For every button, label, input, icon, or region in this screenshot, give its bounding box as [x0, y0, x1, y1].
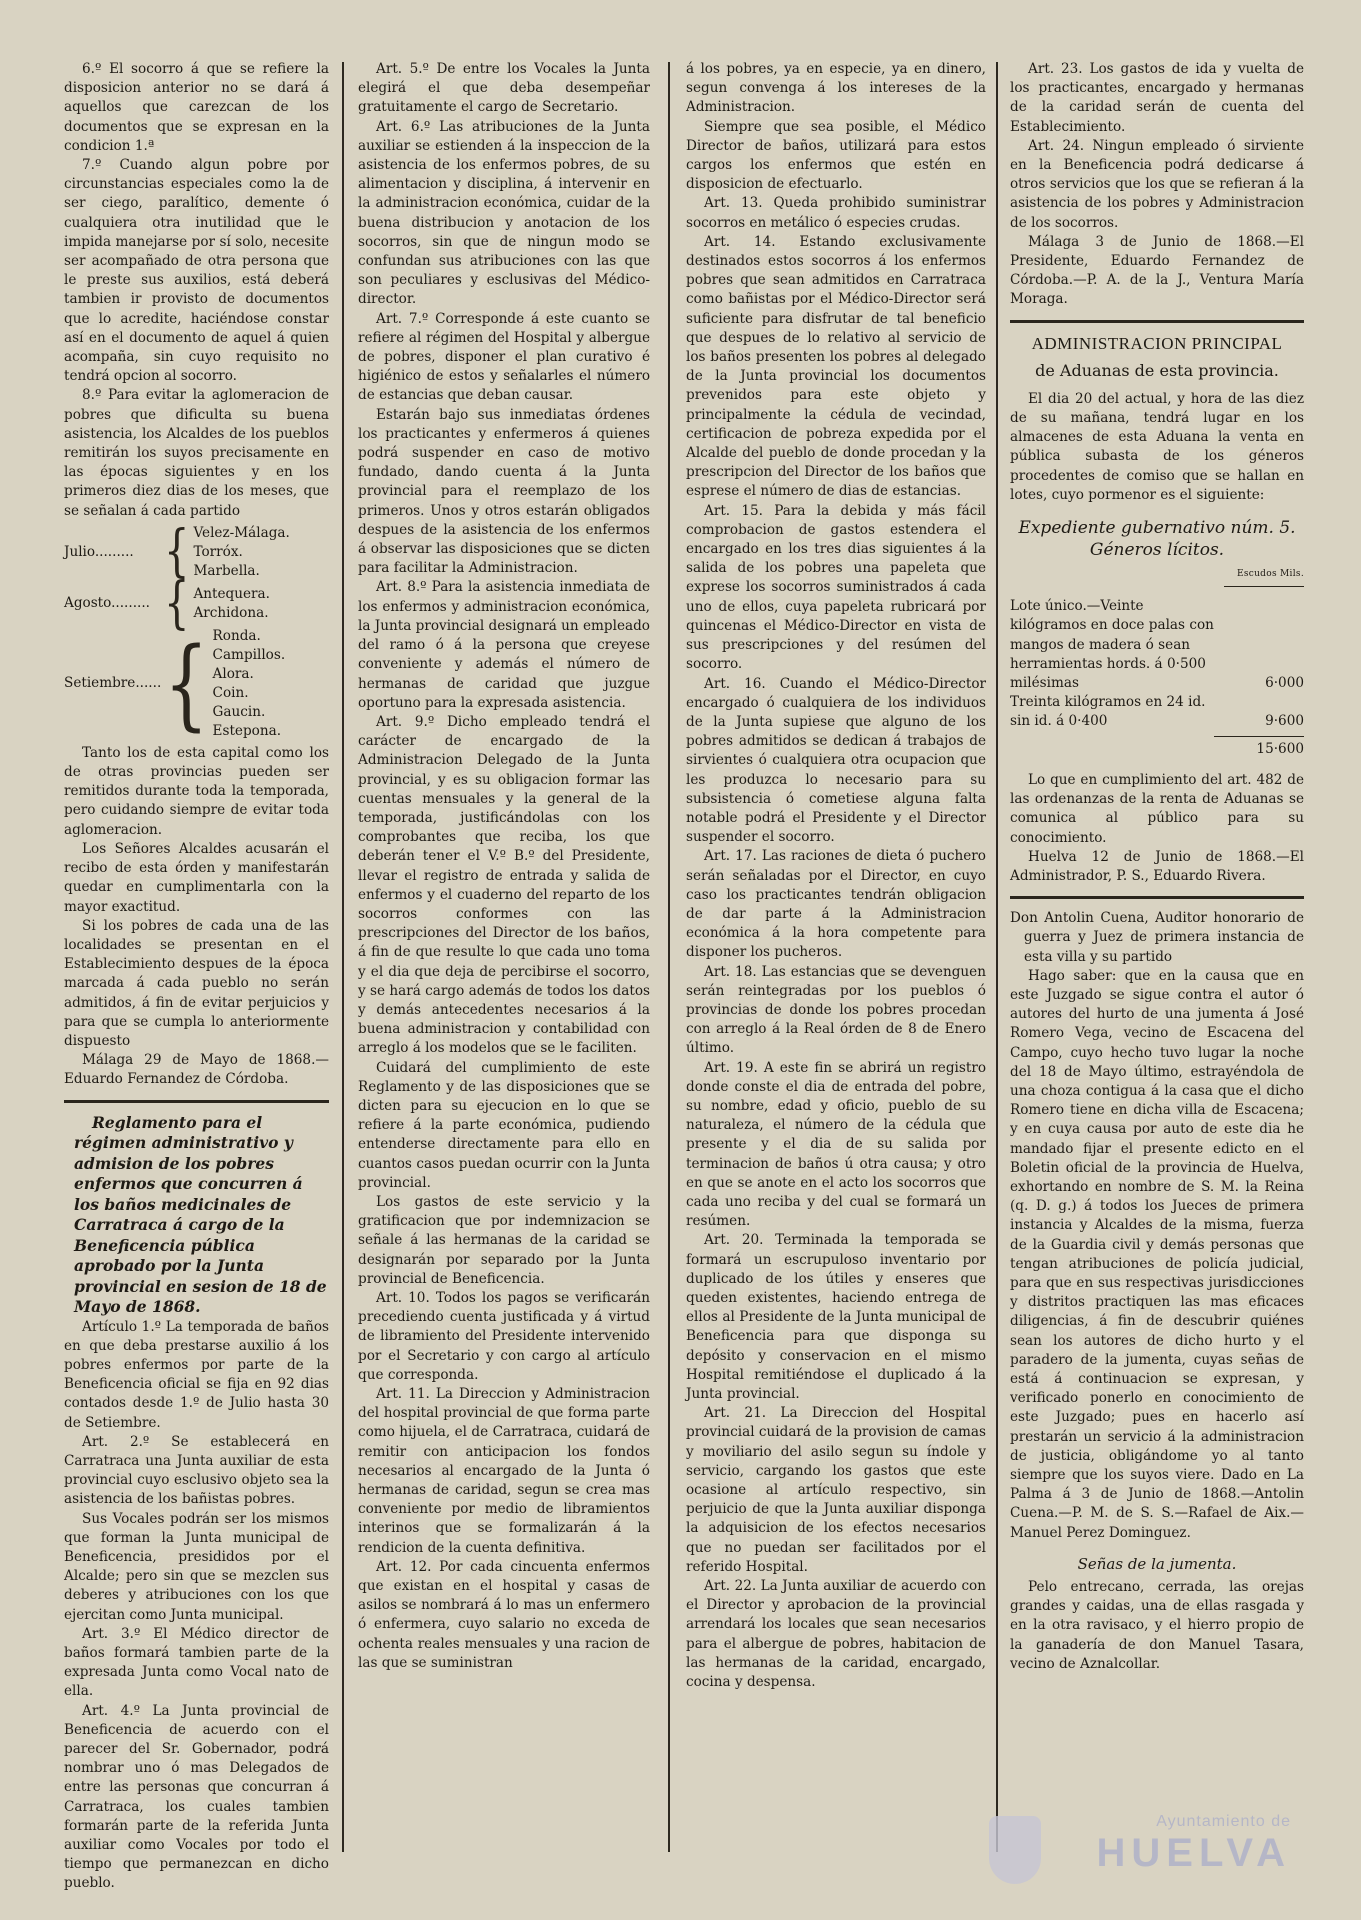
paragraph: á los pobres, ya en especie, ya en dinero, segun convenga á los intereses de la Administracion.	[686, 61, 986, 116]
paragraph: Cuidará del cumplimiento de este Reglamento y de las disposiciones que se dicten para su ejecucion en lo que se refiere á la parte económica, pudiendo entenderse directamente para ello en cuantos casos puedan ocurrir con la Junta provincial.	[358, 1059, 650, 1191]
column-divider	[342, 62, 344, 1852]
lot-total: 15·600	[1214, 736, 1304, 759]
watermark-line-1: Ayuntamiento de	[1156, 1813, 1291, 1830]
aduanas-subheading: de Aduanas de esta provincia.	[1035, 360, 1279, 380]
expediente-title	[1010, 517, 1304, 561]
edicto-heading: Don Antolin Cuena, Auditor honorario de guerra y Juez de primera instancia de esta villa y su partido	[1010, 910, 1304, 965]
aduanas-heading: ADMINISTRACION PRINCIPAL	[1031, 333, 1283, 353]
watermark-line-2: HUELVA	[1096, 1831, 1291, 1875]
paragraph: Estarán bajo sus inmediatas órdenes los practicantes y enfermeros á quienes podrá suspender en caso de motivo fundado, dando cuenta á la Junta provincial para el reemplazo de los primeros. Unos y otros estarán obligados despues de la asistencia de los enfermos á observar las disposiciones que se dicten para facilitar la Administracion.	[358, 406, 650, 577]
lot-value: 9·600	[1265, 713, 1304, 730]
paragraph: 6.º El socorro á que se refiere la disposicion anterior no se dará á aquellos que carezcan de los documentos que se expresan en la condicion 1.ª	[64, 61, 329, 154]
article: Art. 8.º Para la asistencia inmediata de los enfermos y administracion económica, la Junta provincial designará un empleado del ramo ó á la persona que creyese conveniente y además el número de hermanas de caridad que juzgue oportuno para la expresada asistencia.	[358, 579, 650, 711]
paragraph: 7.º Cuando algun pobre por circunstancias especiales como la de ser ciego, paralítico, demente ó cualquiera otra inutilidad que le impida manejarse por sí solo, necesite ser acompañado de otra persona que le preste sus auxilios, está deberá tambien ir provisto de documentos que lo acredite, haciéndose constar así en el documento de aquel á quien acompaña, sin cuyo requisito no tendrá opcion al socorro.	[64, 157, 329, 385]
lot-description: Lote único.—Veinte kilógramos en doce palas con mangos de madera ó sean herramientas hords. á 0·500 milésimas	[1010, 598, 1214, 692]
paragraph: Los Señores Alcaldes acusarán el recibo de esta órden y manifestarán quedar en cumplimentarla con la mayor exactitud.	[64, 840, 329, 915]
currency-unit-label: Escudos Mils.	[1236, 569, 1304, 580]
column-4	[1010, 60, 1304, 1674]
article: Art. 3.º El Médico director de baños formará tambien parte de la expresada Junta como Vocal nato de ella.	[64, 1625, 329, 1700]
district-schedule-julio	[64, 520, 329, 585]
month-label: Julio.........	[64, 543, 134, 560]
article: Art. 11. La Direccion y Administracion del hospital provincial de que forma parte como hijuela, el de Carratraca, cuidará de remitir con anticipacion los fondos necesarios al encargado de la Junta ó hermanas de caridad, segun se crea mas conveniente por medio de libramientos interinos que se formalizarán á la rendicion de la cuenta definitiva.	[358, 1386, 650, 1556]
article: Art. 9.º Dicho empleado tendrá el carácter de encargado de la Administracion Delegado de la Junta provincial, y es su obligacion formar las cuentas mensuales y la general de la temporada, justificándolas con los comprobantes que reciba, los que deberán tener el V.º B.º del Presidente, llevar el registro de entrada y salida de enfermos y el cuaderno del reparto de los socorros conformes con las prescripciones del Director de los baños, á fin de que resulte lo que cada uno toma y el dia que deja de percibirse el socorro, y se hará cargo además de todos los datos y demás antecedentes necesarios á la buena administracion y contabilidad con arreglo á los modelos que se le faciliten.	[358, 713, 650, 1057]
lot-description: Treinta kilógramos en 24 id. sin id. á 0·400	[1010, 694, 1206, 730]
article: Art. 17. Las raciones de dieta ó puchero serán señaladas por el Director, en cuyo caso los practicantes tendrán obligacion de dar parte á la Administracion económica á la hora competente para disponer los pucheros.	[686, 848, 986, 961]
town: Ronda.	[212, 627, 261, 644]
article: Art. 4.º La Junta provincial de Beneficencia de acuerdo con el parecer del Sr. Gobernador, podrá nombrar uno ó mas Delegados de entre las personas que concurran á Carratraca, los cuales tambien formarán parte de la referida Junta auxiliar como Vocales por todo el tiempo que permanezcan en dicho pueblo.	[64, 1702, 329, 1892]
article: Artículo 1.º La temporada de baños en que deba prestarse auxilio á los pobres enfermos por parte de la Beneficencia oficial se fija en 92 dias contados desde 1.º de Julio hasta 30 de Setiembre.	[64, 1318, 329, 1431]
article: Art. 14. Estando exclusivamente destinados estos socorros á los enfermos pobres que sean admitidos en Carratraca como bañistas por el Médico-Director será suficiente para disfrutar de tal beneficio que despues de lo relativo al servicio de los baños presenten los pobres al delegado de la Junta provincial los documentos prevenidos para este objeto y principalmente la cédula de vecindad, certificacion de pobreza expedida por el Alcalde del pueblo de donde procedan y la prescripcion del Director de los baños que esprese el número de dias de estancias.	[686, 233, 986, 500]
town: Coin.	[212, 684, 249, 701]
paragraph: Lo que en cumplimiento del art. 482 de las ordenanzas de la renta de Aduanas se comunica al público para su conocimiento.	[1010, 771, 1304, 846]
paragraph: Tanto los de esta capital como los de otras provincias pueden ser remitidos durante toda la temporada, pero cuidando siempre de evitar toda aglomeracion.	[64, 744, 329, 838]
article: Art. 23. Los gastos de ida y vuelta de los practicantes, encargado y hermanas de la caridad serán de cuenta del Establecimiento.	[1010, 61, 1304, 135]
article: Art. 10. Todos los pagos se verificarán precediendo cuenta justificada y á virtud de libramiento del Presidente intervenido por el Secretario y con cargo al artículo que corresponda.	[358, 1290, 650, 1383]
signature-line: Málaga 29 de Mayo de 1868.— Eduardo Fernandez de Córdoba.	[64, 1052, 329, 1088]
article: Art. 5.º De entre los Vocales la Junta elegirá el que deba desempeñar gratuitamente el cargo de Secretario.	[358, 61, 650, 116]
paragraph: Hago saber: que en la causa que en este Juzgado se sigue contra el autor ó autores del hurto de una jumenta á José Romero Vega, vecino de Escacena del Campo, cuyo hecho tuvo lugar la noche del 18 de Mayo último, estrayéndola de una choza contigua á la casa que el dicho Romero tiene en dicha villa de Escacena; y en cuya causa por auto de este dia he mandado fijar el presente edicto en el Boletin oficial de la provincia de Huelva, exhortando en nombre de S. M. la Reina (q. D. g.) á todos los Jueces de primera instancia y Alcaldes de la misma, fuerza de la Guardia civil y demás personas que tengan atribuciones de policía judicial, para que en sus respectivas jurisdicciones y distritos practiquen las mas eficaces diligencias, á fin de descubrir quiénes sean los autores de dicho hurto y el paradero de la jumenta, cuyas señas de está á continuacion se expresan, y verificado ponerlo en conocimiento de este Juzgado; pues en hacerlo así prestarán un servicio á la administracion de justicia, obligándome yo al tanto siempre que los suyos viere. Dado en La Palma á 3 de Junio de 1868.—Antolin Cuena.—P. M. de S. S.—Rafael de Aix.—Manuel Perez Dominguez.	[1010, 967, 1304, 1541]
town-list	[213, 627, 286, 741]
watermark	[1096, 1813, 1291, 1876]
town: Marbella.	[193, 562, 260, 579]
paragraph: Pelo entrecano, cerrada, las orejas grandes y caidas, una de ellas rasgada y en la otra ravisaco, y el hierro propio de la ganadería de don Manuel Tasara, vecino de Aznalcollar.	[1010, 1579, 1304, 1672]
lot-row	[1010, 693, 1304, 731]
column-divider	[996, 62, 998, 1852]
article: Art. 16. Cuando el Médico-Director encargado ó cualquiera de los individuos de la Junta supiese que alguno de los pobres admitidos se dedican á trabajos de sirvientes ó cualquiera otra ocupacion que les produzca lo necesario para su subsistencia ó cometiese alguna falta notable podrá el Presidente y el Director suspender el socorro.	[686, 675, 986, 846]
column-divider	[668, 62, 670, 1852]
town-list	[193, 524, 289, 581]
article: Art. 6.º Las atribuciones de la Junta auxiliar se estienden á la inspeccion de la asistencia de los enfermos pobres, de su alimentacion y disciplina, á intervenir en la administracion económica, cuidar de la buena distribucion y anotacion de los socorros, sin que de ningun modo se confundan sus atribuciones con las que son peculiares y esclusivas del Médico-director.	[358, 118, 650, 308]
paragraph: Siempre que sea posible, el Médico Director de baños, utilizará para estos cargos los enfermos que estén en disposicion de efectuarlo.	[686, 118, 986, 193]
expediente-goods: Géneros lícitos.	[1089, 540, 1225, 561]
paragraph: 8.º Para evitar la aglomeracion de pobres que dificulta su buena asistencia, los Alcaldes de los pueblos remitirán los suyos precisamente en las épocas siguientes y en los primeros diez dias de los meses, que se señalan á cada partido	[64, 387, 329, 519]
article: Art. 19. A este fin se abrirá un registro donde conste el dia de entrada del pobre, su nombre, edad y oficio, pueblo de su naturaleza, el número de la cédula que presente y el dia de su salida por terminacion de baños ú otra causa; y otro en que se anote en el acto los socorros que cada uno reciba y del cual se formará un resúmen.	[686, 1059, 986, 1230]
article: Art. 12. Por cada cincuenta enfermos que existan en el hospital y casas de asilos se nombrará á lo mas un enfermero ó enfermera, cuyo salario no exceda de ochenta reales mensuales y una racion de las que se suministran	[358, 1558, 650, 1671]
district-schedule-setiembre	[64, 627, 329, 741]
town: Archidona.	[193, 604, 269, 621]
article: Art. 24. Ningun empleado ó sirviente en la Beneficencia podrá dedicarse á otros servicios que los que se refieran á la asistencia de los pobres y Administracion de los socorros.	[1010, 137, 1304, 231]
brace: {	[164, 626, 209, 742]
town: Estepona.	[212, 722, 282, 739]
paragraph: Sus Vocales podrán ser los mismos que forman la Junta municipal de Beneficencia, presididos por el Alcalde; pero sin que se mezclen sus deberes y atribuciones con los que ejercitan como Junta municipal.	[64, 1510, 329, 1623]
article: Art. 13. Queda prohibido suministrar socorros en metálico ó especies crudas.	[686, 195, 986, 231]
lot-value: 6·000	[1265, 675, 1304, 692]
expediente-number: Expediente gubernativo núm. 5.	[1018, 518, 1296, 539]
watermark-crest-icon	[989, 1816, 1041, 1884]
reglamento-title: Reglamento para el régimen administrativo y admision de los pobres enfermos que concurren á los baños medicinales de Carratraca á cargo de la Beneficencia pública aprobado por la Junta provincial en sesion de 18 de Mayo de 1868.	[74, 1112, 327, 1317]
article: Art. 18. Las estancias que se devenguen serán reintegradas por los pueblos ó provincias de donde los pobres procedan con arreglo á la Real órden de 8 de Enero último.	[686, 963, 986, 1057]
town: Velez-Málaga.	[193, 524, 290, 541]
paragraph: El dia 20 del actual, y hora de las diez de su mañana, tendrá lugar en los almacenes de esta Aduana la venta en pública subasta de los géneros procedentes de comiso que se hallan en lotes, cuyo pormenor es el siguiente:	[1010, 390, 1304, 503]
paragraph: Si los pobres de cada una de las localidades se presentan en el Establecimiento despues de la época marcada á cada pueblo no serán admitidos, á fin de evitar perjuicios y para que se cumpla lo anteriormente dispuesto	[64, 917, 329, 1049]
month-label: Agosto.........	[64, 595, 150, 612]
town-list	[193, 585, 270, 623]
article: Art. 20. Terminada la temporada se formará un escrupuloso inventario por duplicado de los útiles y enseres que queden existentes, haciendo entrega de ellos al Presidente de la Junta municipal de Beneficencia para que disponga su depósito y conservacion en el mismo Hospital remitiéndose el duplicado á la Junta provincial.	[686, 1232, 986, 1403]
lot-row	[1010, 597, 1304, 693]
town: Gaucin.	[212, 703, 266, 720]
section-rule	[64, 1100, 329, 1103]
town: Campillos.	[212, 646, 286, 663]
paragraph: Los gastos de este servicio y la gratificacion que por indemnizacion se señale á las hermanas de la caridad se designarán por separado por la Junta provincial de Beneficencia.	[358, 1193, 650, 1287]
town: Antequera.	[193, 585, 270, 602]
unit-rule	[1224, 586, 1304, 587]
town: Torróx.	[193, 543, 243, 560]
signature-line: Huelva 12 de Junio de 1868.—El Administrador, P. S., Eduardo Rivera.	[1010, 848, 1304, 884]
brace: {	[164, 520, 190, 585]
month-label: Setiembre......	[64, 675, 162, 692]
column-3	[686, 60, 986, 1692]
town: Alora.	[212, 665, 254, 682]
column-1	[64, 60, 329, 1894]
signature-line: Málaga 3 de Junio de 1868.—El Presidente, Eduardo Fernandez de Córdoba.—P. A. de la J., Ventura María Moraga.	[1010, 233, 1304, 308]
article: Art. 21. La Direccion del Hospital provincial cuidará de la provision de camas y moviliario del asilo segun su índole y servicio, cargando los gastos que este ocasione al artículo respectivo, sin perjuicio de que la Junta auxiliar disponga la adquisicion de los efectos necesarios que no puedan ser facilitados por el referido Hospital.	[686, 1405, 986, 1575]
article: Art. 15. Para la debida y más fácil comprobacion de gastos estendera el encargado en los tres dias siguientes á la salida de los pobres una papeleta que exprese los socorros suministrados á cada uno de ellos, cuya papeleta rubricará por quincenas el Médico-Director en vista de sus prescripciones y del resúmen del socorro.	[686, 502, 986, 673]
section-rule	[1010, 320, 1304, 323]
article: Art. 7.º Corresponde á este cuanto se refiere al régimen del Hospital y albergue de pobres, disponer el plan curativo é higiénico de estos y señalarles el número de estancias que deban causar.	[358, 310, 650, 404]
brace: {	[164, 571, 190, 637]
article: Art. 22. La Junta auxiliar de acuerdo con el Director y aprobacion de la provincial arrendará los locales que sean necesarios para el albergue de pobres, habitacion de las hermanas de la caridad, encargado, cocina y despensa.	[686, 1578, 986, 1691]
article: Art. 2.º Se establecerá en Carratraca una Junta auxiliar de esta provincial cuyo esclusivo objeto sea la asistencia de los bañistas pobres.	[64, 1433, 329, 1508]
column-2	[358, 60, 650, 1673]
senas-title: Señas de la jumenta.	[1077, 1554, 1237, 1573]
section-rule	[1010, 896, 1304, 899]
